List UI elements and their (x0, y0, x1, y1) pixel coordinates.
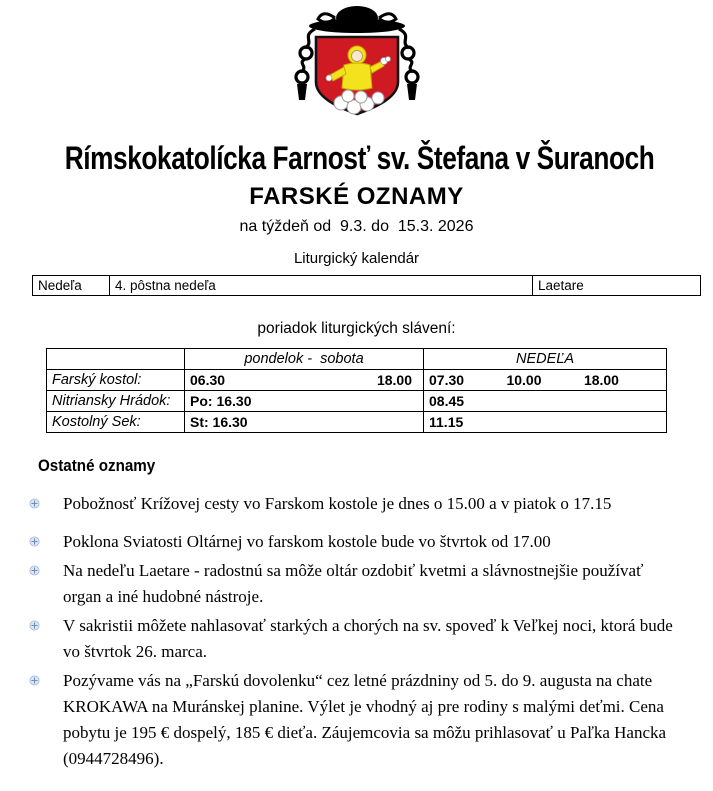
table-header-row (47, 349, 667, 370)
calendar-day-cell: Nedeľa (33, 276, 110, 296)
ornament-bullet-icon (29, 565, 40, 576)
sunday-column-header: NEDEĽA (424, 349, 667, 370)
weekday-times-cell (185, 370, 424, 391)
list-item (63, 613, 673, 665)
time-value: 10.00 (506, 372, 542, 388)
calendar-feast-cell: 4. pôstna nedeľa (110, 276, 533, 296)
announcement-text: Na nedeľu Laetare - radostnú sa môže oltár ozdobiť kvetmi a slávnostnejšie používať organ a iné hudobné nástroje. (63, 561, 644, 606)
announcement-text: V sakristii môžete nahlasovať starkých a chorých na sv. spoveď k Veľkej noci, ktorá bude vo štvrtok 26. marca. (63, 616, 673, 661)
ornament-bullet-icon (29, 675, 40, 686)
place-cell: Farský kostol: (47, 370, 185, 391)
liturgical-calendar-table (32, 275, 701, 296)
table-row (33, 276, 701, 296)
time-value: 18.00 (376, 372, 412, 388)
announcement-text: Pozývame vás na „Farskú dovolenku“ cez letné prázdniny od 5. do 9. augusta na chate KROKAWA na Muránskej planine. Výlet je vhodný aj pre rodiny s malými deťmi. Cena pobytu je 195 € dospelý, 185 € dieťa. Záujemcovia sa môžu prihlasovať u Paľka Hancka (0944728496). (63, 671, 667, 768)
sunday-times-cell (424, 370, 667, 391)
sunday-times-cell: 08.45 (424, 391, 667, 412)
weekday-times-cell: St: 16.30 (185, 412, 424, 433)
mass-schedule-heading: poriadok liturgických slávení: (257, 320, 456, 337)
parish-coat-of-arms (291, 4, 423, 120)
corner-cell (47, 349, 185, 370)
page-title: Rímskokatolícka Farnosť sv. Štefana v Šuranoch (64, 140, 655, 176)
ornament-bullet-icon (29, 620, 40, 631)
time-value: 18.00 (583, 372, 619, 388)
table-row (47, 391, 667, 412)
calendar-note-cell: Laetare (533, 276, 701, 296)
liturgical-calendar-heading: Liturgický kalendár (293, 250, 420, 267)
list-item (63, 491, 673, 517)
sunday-times-cell: 11.15 (424, 412, 667, 433)
weekday-column-header: pondelok - sobota (185, 349, 424, 370)
announcement-text: Pobožnosť Krížovej cesty vo Farskom kostole je dnes o 15.00 a v piatok o 17.15 (63, 494, 612, 513)
table-row (47, 412, 667, 433)
mass-schedule-table (46, 348, 667, 433)
week-range: na týždeň od 9.3. do 15.3. 2026 (239, 218, 474, 235)
announcement-text: Poklona Sviatosti Oltárnej vo farskom kostole bude vo štvrtok od 17.00 (63, 532, 551, 551)
list-item (63, 668, 673, 772)
ornament-bullet-icon (29, 498, 40, 509)
list-item (63, 529, 673, 555)
other-announcements-heading: Ostatné oznamy (38, 457, 156, 475)
announcements-list (0, 491, 713, 772)
weekday-times-cell: Po: 16.30 (185, 391, 424, 412)
list-item (63, 558, 673, 610)
emblem-container (0, 4, 713, 120)
time-value: 06.30 (190, 372, 226, 388)
place-cell: Kostolný Sek: (47, 412, 185, 433)
place-cell: Nitriansky Hrádok: (47, 391, 185, 412)
page (0, 4, 713, 791)
galero-hat (309, 6, 405, 33)
time-value: 07.30 (429, 372, 465, 388)
table-row (47, 370, 667, 391)
ornament-bullet-icon (29, 536, 40, 547)
page-subtitle: FARSKÉ OZNAMY (249, 183, 464, 210)
